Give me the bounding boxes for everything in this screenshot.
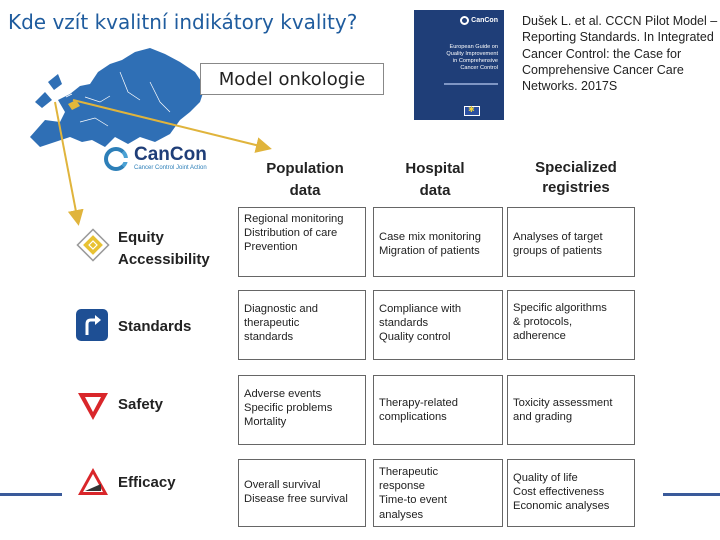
matrix-cell: Therapeutic response Time-to event analyses (373, 459, 503, 527)
column-header-registries: Specialized registries (535, 159, 617, 196)
cancon-c-icon (104, 147, 128, 171)
column-header-hospital: Hospital data (405, 160, 465, 199)
matrix-cell: Regional monitoring Distribution of care Prevention (238, 207, 366, 277)
matrix-cell: Specific algorithms & protocols, adherence (507, 290, 635, 360)
book-subtitle-bar (444, 83, 498, 85)
row-header-efficacy: Efficacy (118, 474, 176, 491)
turn-right-arrow-icon (75, 308, 109, 342)
guide-book-cover (414, 10, 504, 120)
page-title: Kde vzít kvalitní indikátory kvality? (8, 10, 358, 34)
column-header-population: Population data (266, 160, 344, 199)
matrix-cell: Therapy-related complications (373, 375, 503, 445)
matrix-cell: Quality of life Cost effectiveness Economic analyses (507, 459, 635, 527)
row-header-equity: Equity Accessibility (118, 229, 210, 268)
matrix-cell: Toxicity assessment and grading (507, 375, 635, 445)
matrix-cell: Adverse events Specific problems Mortality (238, 375, 366, 445)
diamond-warning-icon (76, 228, 110, 262)
yield-triangle-icon (76, 390, 110, 422)
row-header-safety: Safety (118, 396, 164, 413)
cancon-logo: CanCon Cancer Control Joint Action (104, 146, 207, 171)
matrix-cell: Analyses of target groups of patients (507, 207, 635, 277)
book-title: European Guide on Quality Improvement in Comprehensive Cancer Control (446, 44, 498, 71)
steep-hill-sign-icon (76, 466, 110, 498)
footer-divider-left (0, 493, 62, 496)
matrix-cell: Compliance with standards Quality control (373, 290, 503, 360)
book-logo: CanCon (460, 16, 498, 25)
citation-text: Dušek L. et al. CCCN Pilot Model – Reporting Standards. In Integrated Cancer Control: the Case for Comprehensive Cancer Care Networks. 2017S (522, 14, 718, 94)
matrix-cell: Case mix monitoring Migration of patients (373, 207, 503, 277)
eu-flag-icon (464, 106, 480, 116)
model-label-box: Model onkologie (200, 63, 384, 95)
matrix-cell: Overall survival Disease free survival (238, 459, 366, 527)
matrix-cell: Diagnostic and therapeutic standards (238, 290, 366, 360)
footer-divider-right (663, 493, 720, 496)
cancon-c-icon (460, 16, 469, 25)
row-header-standards: Standards (118, 318, 192, 335)
